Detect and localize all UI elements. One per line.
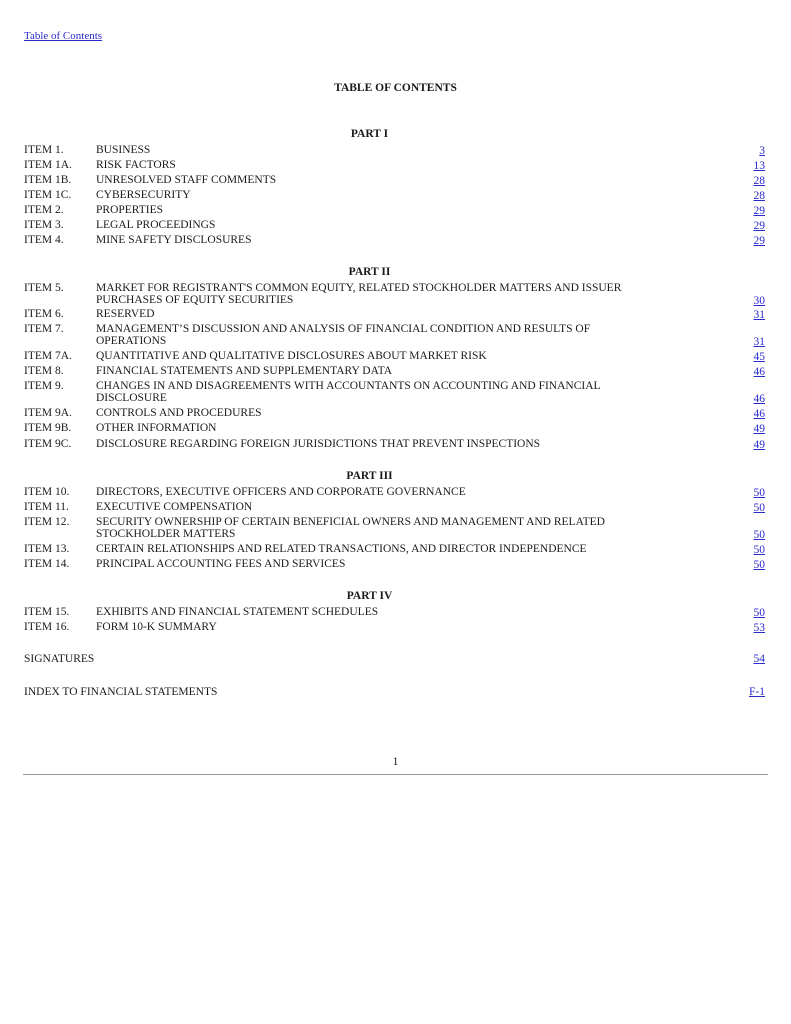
page-link[interactable]: 49 [753,439,765,451]
page-link[interactable]: 50 [753,607,765,619]
toc-row [24,219,765,232]
page-link[interactable]: 13 [753,160,765,172]
toc-row [24,501,765,514]
item-number: ITEM 1A. [24,159,72,171]
page-link[interactable]: 50 [753,502,765,514]
item-number: ITEM 9C. [24,438,72,450]
toc-row [24,350,765,363]
item-number: ITEM 7. [24,323,64,335]
item-number: ITEM 2. [24,204,64,216]
item-title: UNRESOLVED STAFF COMMENTS [96,174,277,186]
part-heading: PART III [346,470,393,482]
item-title: RESERVED [96,308,155,320]
item-title: BUSINESS [96,144,151,156]
item-number: ITEM 3. [24,219,64,231]
item-title: CERTAIN RELATIONSHIPS AND RELATED TRANSACTIONS, AND DIRECTOR INDEPENDENCE [96,543,587,555]
item-number: ITEM 15. [24,606,70,618]
page-link[interactable]: 45 [753,351,765,363]
page-number: 1 [392,756,399,768]
page-link[interactable]: 50 [753,544,765,556]
toc-row [24,543,765,556]
page-link[interactable]: 50 [753,529,765,541]
item-number: ITEM 14. [24,558,70,570]
toc-row [24,621,765,634]
page-link[interactable]: F-1 [749,686,765,698]
item-number: ITEM 1C. [24,189,72,201]
page-link[interactable]: 31 [753,336,765,348]
toc-row [24,516,765,541]
item-title: SECURITY OWNERSHIP OF CERTAIN BENEFICIAL OWNERS AND MANAGEMENT AND RELATED STOCKHOLDER MATTERS [96,516,605,541]
item-title: MINE SAFETY DISCLOSURES [96,234,252,246]
page-link[interactable]: 29 [753,220,765,232]
page-link[interactable]: 31 [753,309,765,321]
toc-row [24,174,765,187]
item-number: ITEM 16. [24,621,70,633]
item-number: ITEM 5. [24,282,64,294]
item-title: CHANGES IN AND DISAGREEMENTS WITH ACCOUNTANTS ON ACCOUNTING AND FINANCIAL DISCLOSURE [96,380,601,405]
item-title: DIRECTORS, EXECUTIVE OFFICERS AND CORPORATE GOVERNANCE [96,486,466,498]
item-number: ITEM 4. [24,234,64,246]
item-title: LEGAL PROCEEDINGS [96,219,216,231]
page-divider [23,774,768,775]
toc-row [24,365,765,378]
item-title: QUANTITATIVE AND QUALITATIVE DISCLOSURES ABOUT MARKET RISK [96,350,487,362]
page-link[interactable]: 29 [753,235,765,247]
page-link[interactable]: 50 [753,487,765,499]
part-heading: PART II [348,266,391,278]
item-title: EXECUTIVE COMPENSATION [96,501,253,513]
item-title: EXHIBITS AND FINANCIAL STATEMENT SCHEDULES [96,606,379,618]
item-number: ITEM 13. [24,543,70,555]
item-title: MARKET FOR REGISTRANT'S COMMON EQUITY, RELATED STOCKHOLDER MATTERS AND ISSUER PURCHASES OF EQUITY SECURITIES [96,282,622,307]
item-number: ITEM 9. [24,380,64,392]
page-link[interactable]: 28 [753,175,765,187]
page-title: TABLE OF CONTENTS [334,82,457,94]
item-number: ITEM 9A. [24,407,72,419]
page-link[interactable]: 3 [759,145,765,157]
item-number: ITEM 11. [24,501,69,513]
item-title: PRINCIPAL ACCOUNTING FEES AND SERVICES [96,558,346,570]
item-title: OTHER INFORMATION [96,422,217,434]
index-financial-statements-row [24,686,765,699]
toc-row [24,438,765,451]
toc-row [24,282,765,307]
page-link[interactable]: 46 [753,366,765,378]
item-number: ITEM 7A. [24,350,72,362]
index-financial-statements-title: INDEX TO FINANCIAL STATEMENTS [24,686,218,698]
toc-row [24,308,765,321]
toc-row [24,486,765,499]
page-link[interactable]: 46 [753,408,765,420]
item-title: RISK FACTORS [96,159,176,171]
page-link[interactable]: 28 [753,190,765,202]
toc-row [24,407,765,420]
page-link[interactable]: 29 [753,205,765,217]
page-link[interactable]: 49 [753,423,765,435]
toc-row [24,558,765,571]
toc-row [24,204,765,217]
toc-row [24,380,765,405]
page-link[interactable]: 54 [753,653,765,665]
toc-row [24,189,765,202]
item-number: ITEM 9B. [24,422,72,434]
page-link[interactable]: 53 [753,622,765,634]
item-title: CYBERSECURITY [96,189,191,201]
toc-row [24,323,765,348]
item-title: PROPERTIES [96,204,164,216]
signatures-row [24,653,765,666]
toc-row [24,159,765,172]
toc-row [24,606,765,619]
item-title: FORM 10-K SUMMARY [96,621,217,633]
item-number: ITEM 12. [24,516,70,528]
table-of-contents-link[interactable]: Table of Contents [24,30,103,42]
item-number: ITEM 8. [24,365,64,377]
item-title: MANAGEMENT’S DISCUSSION AND ANALYSIS OF FINANCIAL CONDITION AND RESULTS OF OPERATIONS [96,323,591,348]
part-heading: PART I [350,128,389,140]
item-number: ITEM 10. [24,486,70,498]
toc-row [24,234,765,247]
item-title: FINANCIAL STATEMENTS AND SUPPLEMENTARY DATA [96,365,393,377]
item-number: ITEM 6. [24,308,64,320]
item-title: CONTROLS AND PROCEDURES [96,407,262,419]
page-link[interactable]: 46 [753,393,765,405]
item-number: ITEM 1. [24,144,64,156]
part-heading: PART IV [346,590,393,602]
item-title: DISCLOSURE REGARDING FOREIGN JURISDICTIONS THAT PREVENT INSPECTIONS [96,438,541,450]
toc-row [24,422,765,435]
signatures-title: SIGNATURES [24,653,95,665]
toc-row [24,144,765,157]
page-link[interactable]: 50 [753,559,765,571]
page-link[interactable]: 30 [753,295,765,307]
item-number: ITEM 1B. [24,174,72,186]
